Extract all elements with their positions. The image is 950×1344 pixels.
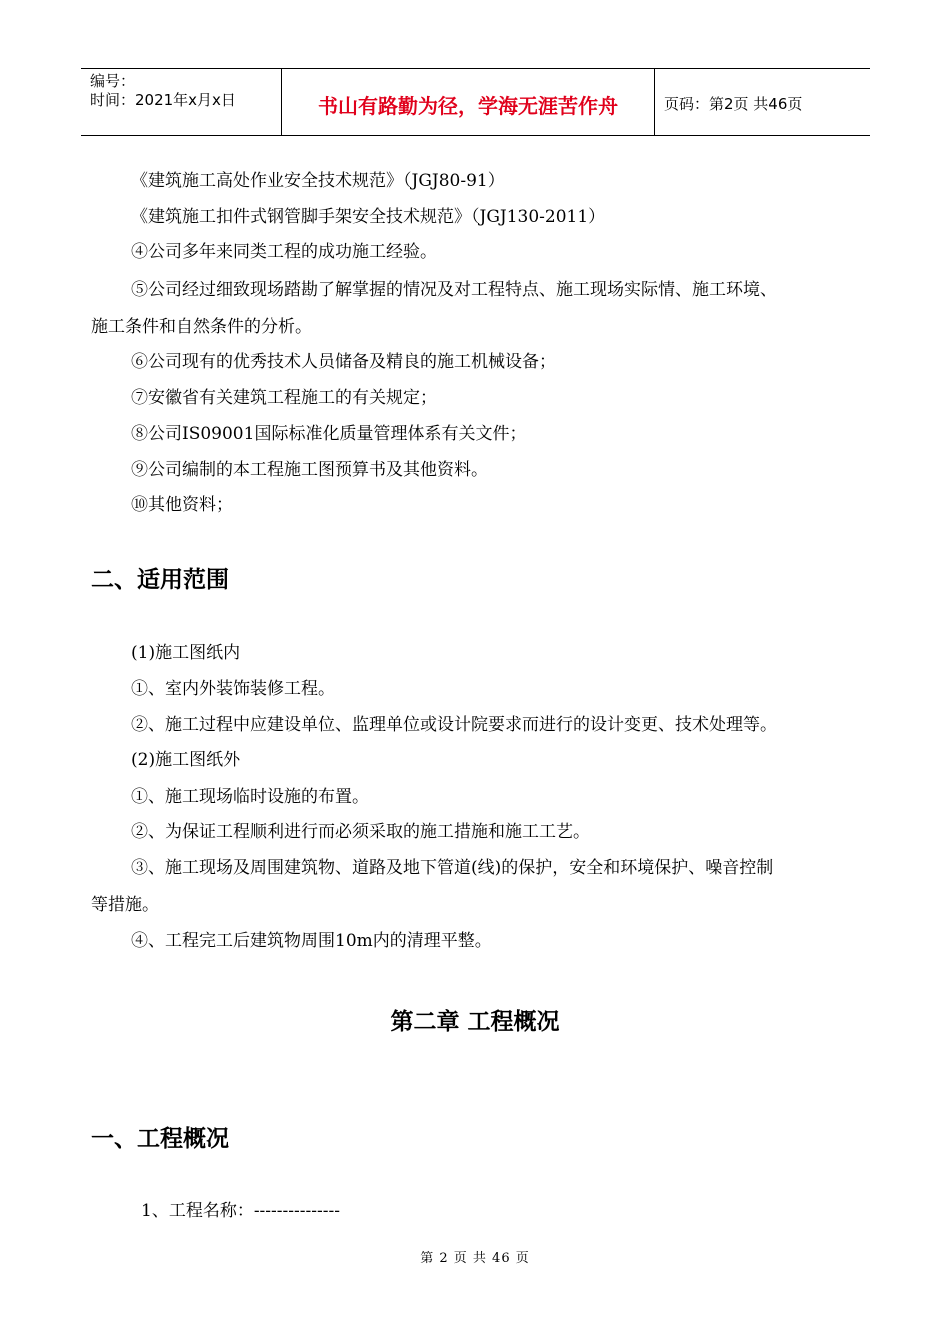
reference-line: ⑨公司编制的本工程施工图预算书及其他资料。 <box>131 460 488 480</box>
reference-line: ⑤公司经过细致现场踏勘了解掌握的情况及对工程特点、施工现场实际情、施工环境、 <box>131 280 777 300</box>
reference-line: ④公司多年来同类工程的成功施工经验。 <box>131 242 437 262</box>
header-page-info: 页码：第2页 共46页 <box>664 94 803 113</box>
scope-line: (2)施工图纸外 <box>131 750 241 770</box>
reference-line: ⑥公司现有的优秀技术人员储备及精良的施工机械设备； <box>131 352 556 372</box>
reference-line: ⑩其他资料； <box>131 495 233 515</box>
scope-line: ②、施工过程中应建设单位、监理单位或设计院要求而进行的设计变更、技术处理等。 <box>131 715 777 735</box>
scope-line: ①、室内外装饰装修工程。 <box>131 679 335 699</box>
section-heading-scope: 二、适用范围 <box>91 567 229 593</box>
scope-line: 等措施。 <box>91 895 159 915</box>
scope-line: ③、施工现场及周围建筑物、道路及地下管道(线)的保护，安全和环境保护、噪音控制 <box>131 858 774 878</box>
scope-line: (1)施工图纸内 <box>131 643 241 663</box>
chapter-title: 第二章 工程概况 <box>390 1009 560 1035</box>
time-line: 时间：2021年x月x日 <box>90 91 236 109</box>
header-meta <box>81 69 282 135</box>
project-name-line: 1、工程名称：--------------- <box>141 1201 340 1221</box>
header-motto: 书山有路勤为径，学海无涯苦作舟 <box>282 69 655 135</box>
scope-line: ②、为保证工程顺利进行而必须采取的施工措施和施工工艺。 <box>131 822 590 842</box>
page-footer: 第 2 页 共 46 页 <box>420 1251 530 1266</box>
reference-line: 《建筑施工扣件式钢管脚手架安全技术规范》（JGJ130-2011） <box>131 207 606 227</box>
section-heading-overview: 一、工程概况 <box>91 1126 229 1152</box>
reference-line: 《建筑施工高处作业安全技术规范》（JGJ80-91） <box>131 171 505 191</box>
reference-line: ⑦安徽省有关建筑工程施工的有关规定； <box>131 388 437 408</box>
scope-line: ①、施工现场临时设施的布置。 <box>131 787 369 807</box>
code-label: 编号： <box>90 72 136 90</box>
page-header <box>81 68 870 136</box>
scope-line: ④、工程完工后建筑物周围10m内的清理平整。 <box>131 931 492 951</box>
reference-line: 施工条件和自然条件的分析。 <box>91 317 312 337</box>
reference-line: ⑧公司IS09001国际标准化质量管理体系有关文件； <box>131 424 527 444</box>
